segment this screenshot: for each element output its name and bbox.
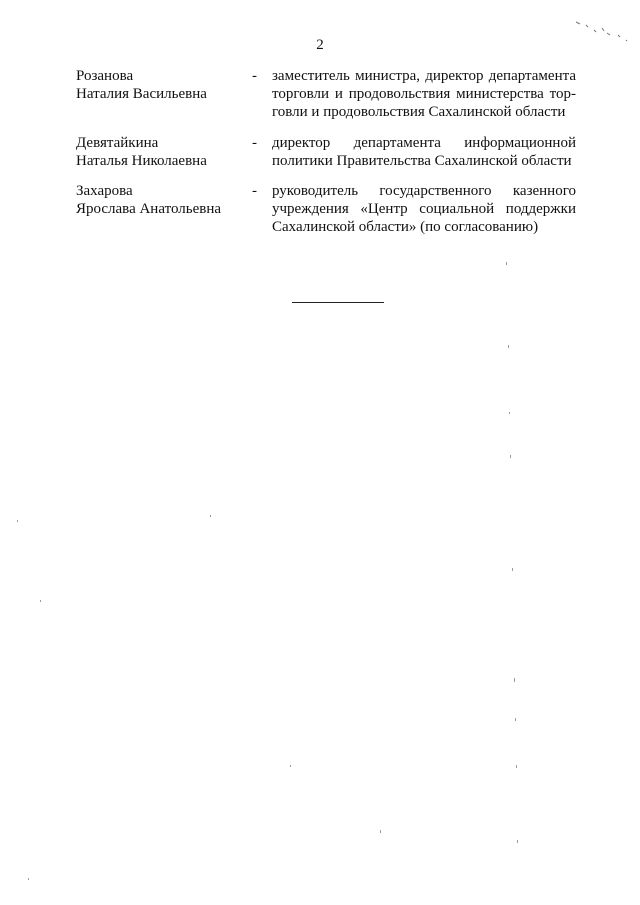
person-surname: Захарова	[76, 183, 133, 199]
scan-speck	[515, 718, 516, 721]
person-role	[272, 134, 576, 170]
person-surname: Розанова	[76, 68, 134, 84]
scan-speck	[509, 412, 510, 414]
role-line: директор департамента информационной	[272, 135, 576, 151]
scan-speck	[210, 515, 211, 517]
scan-speck	[516, 765, 517, 768]
role-line: заместитель министра, директор департамента	[272, 68, 576, 84]
person-given-names: Наталья Николаевна	[76, 153, 207, 169]
page-number: 2	[316, 37, 324, 53]
scan-speck	[380, 830, 381, 833]
scan-speck	[28, 878, 29, 880]
scan-speck	[508, 345, 509, 348]
person-given-names: Ярослава Анатольевна	[76, 201, 222, 217]
role-line: торговли и продовольствия министерства тор-	[272, 86, 576, 102]
scan-speck	[517, 840, 518, 843]
scan-speck	[290, 765, 291, 767]
separator-dash: -	[252, 68, 257, 84]
scan-speck	[510, 455, 511, 458]
person-name	[76, 67, 246, 103]
scan-corner-marks	[574, 16, 634, 46]
role-line: учреждения «Центр социальной поддержки	[272, 201, 576, 217]
person-given-names: Наталия Васильевна	[76, 86, 207, 102]
end-of-list-rule	[292, 302, 384, 303]
scan-speck	[17, 520, 18, 522]
scan-speck	[40, 600, 41, 602]
person-surname: Девятайкина	[76, 135, 159, 151]
separator-dash: -	[252, 183, 257, 199]
role-line: Сахалинской области» (по согласованию)	[272, 219, 539, 235]
person-name	[76, 182, 246, 218]
scan-speck	[514, 678, 515, 682]
scan-speck	[506, 262, 507, 265]
separator-dash: -	[252, 135, 257, 151]
person-name	[76, 134, 246, 170]
role-line: говли и продовольствия Сахалинской области	[272, 104, 566, 120]
person-role	[272, 182, 576, 236]
role-line: политики Правительства Сахалинской области	[272, 153, 572, 169]
scan-speck	[512, 568, 513, 571]
role-line: руководитель государственного казенного	[272, 183, 576, 199]
person-role	[272, 67, 576, 121]
